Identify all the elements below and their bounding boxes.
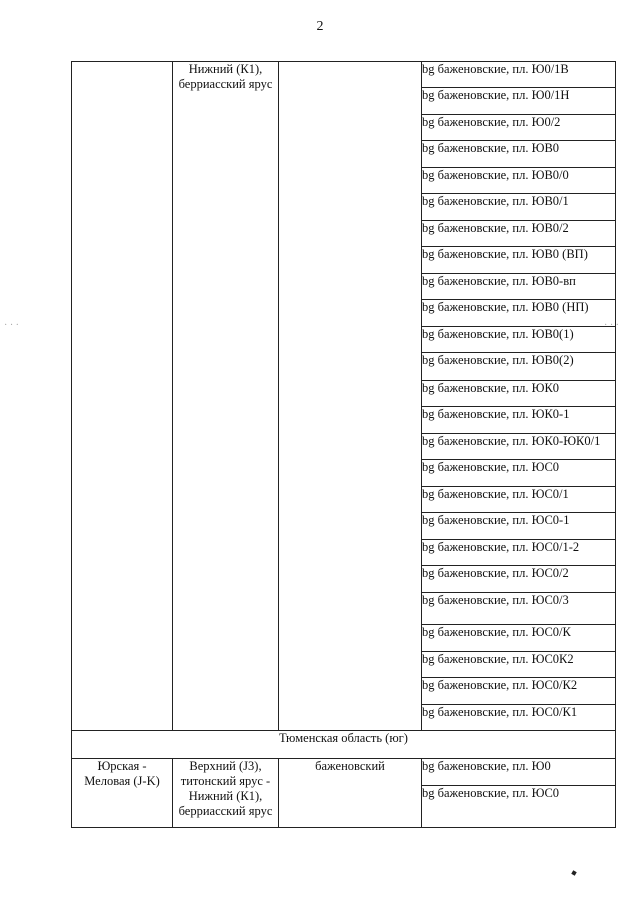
formation-cell: bg баженовские, пл. ЮК0-1 bbox=[422, 407, 616, 434]
system-cell bbox=[72, 62, 173, 731]
formation-cell: bg баженовские, пл. ЮВ0/1 bbox=[422, 194, 616, 221]
scan-artifact: · · · bbox=[4, 320, 19, 331]
region-header: Тюменская область (юг) bbox=[72, 731, 616, 759]
stage-cell: Верхний (J3), титонский ярус - Нижний (К1), берриасский ярус bbox=[173, 759, 279, 828]
formation-cell: bg баженовские, пл. ЮС0 bbox=[422, 786, 616, 828]
formation-cell: bg баженовские, пл. ЮС0К2 bbox=[422, 652, 616, 678]
formation-cell: bg баженовские, пл. ЮВ0 bbox=[422, 141, 616, 168]
formation-cell: bg баженовские, пл. ЮС0/К2 bbox=[422, 678, 616, 705]
formation-cell: bg баженовские, пл. ЮВ0(1) bbox=[422, 327, 616, 353]
region-row bbox=[72, 731, 616, 759]
formation-cell: bg баженовские, пл. ЮС0-1 bbox=[422, 513, 616, 540]
suite-cell: баженовский bbox=[279, 759, 422, 828]
page-number: 2 bbox=[316, 19, 324, 34]
system-cell: Юрская - Меловая (J-K) bbox=[72, 759, 173, 828]
formation-cell: bg баженовские, пл. ЮВ0 (НП) bbox=[422, 300, 616, 327]
formation-cell: bg баженовские, пл. ЮК0 bbox=[422, 381, 616, 407]
suite-cell bbox=[279, 62, 422, 731]
formation-cell: bg баженовские, пл. ЮВ0 (ВП) bbox=[422, 247, 616, 274]
formation-cell: bg баженовские, пл. ЮС0/К1 bbox=[422, 705, 616, 731]
formation-cell: bg баженовские, пл. ЮС0/1 bbox=[422, 487, 616, 513]
formation-cell: bg баженовские, пл. ЮВ0/2 bbox=[422, 221, 616, 247]
formation-cell: bg баженовские, пл. Ю0/2 bbox=[422, 115, 616, 141]
formation-cell: bg баженовские, пл. ЮС0/3 bbox=[422, 593, 616, 625]
formation-cell: bg баженовские, пл. ЮС0 bbox=[422, 460, 616, 487]
scan-artifact: · · · bbox=[604, 320, 619, 331]
table-row bbox=[72, 759, 616, 786]
stratigraphy-table bbox=[71, 61, 616, 828]
formation-cell: bg баженовские, пл. ЮВ0-вп bbox=[422, 274, 616, 300]
stage-cell: Нижний (К1), берриасский ярус bbox=[173, 62, 279, 731]
formation-cell: bg баженовские, пл. ЮК0-ЮК0/1 bbox=[422, 434, 616, 460]
formation-cell: bg баженовские, пл. ЮВ0/0 bbox=[422, 168, 616, 194]
table-row bbox=[72, 62, 616, 88]
formation-cell: bg баженовские, пл. Ю0/1В bbox=[422, 62, 616, 88]
formation-cell: bg баженовские, пл. ЮС0/2 bbox=[422, 566, 616, 593]
formation-cell: bg баженовские, пл. ЮВ0(2) bbox=[422, 353, 616, 381]
formation-cell: bg баженовские, пл. ЮС0/К bbox=[422, 625, 616, 652]
formation-cell: bg баженовские, пл. Ю0 bbox=[422, 759, 616, 786]
formation-cell: bg баженовские, пл. Ю0/1Н bbox=[422, 88, 616, 115]
scan-mark bbox=[571, 870, 576, 875]
formation-cell: bg баженовские, пл. ЮС0/1-2 bbox=[422, 540, 616, 566]
